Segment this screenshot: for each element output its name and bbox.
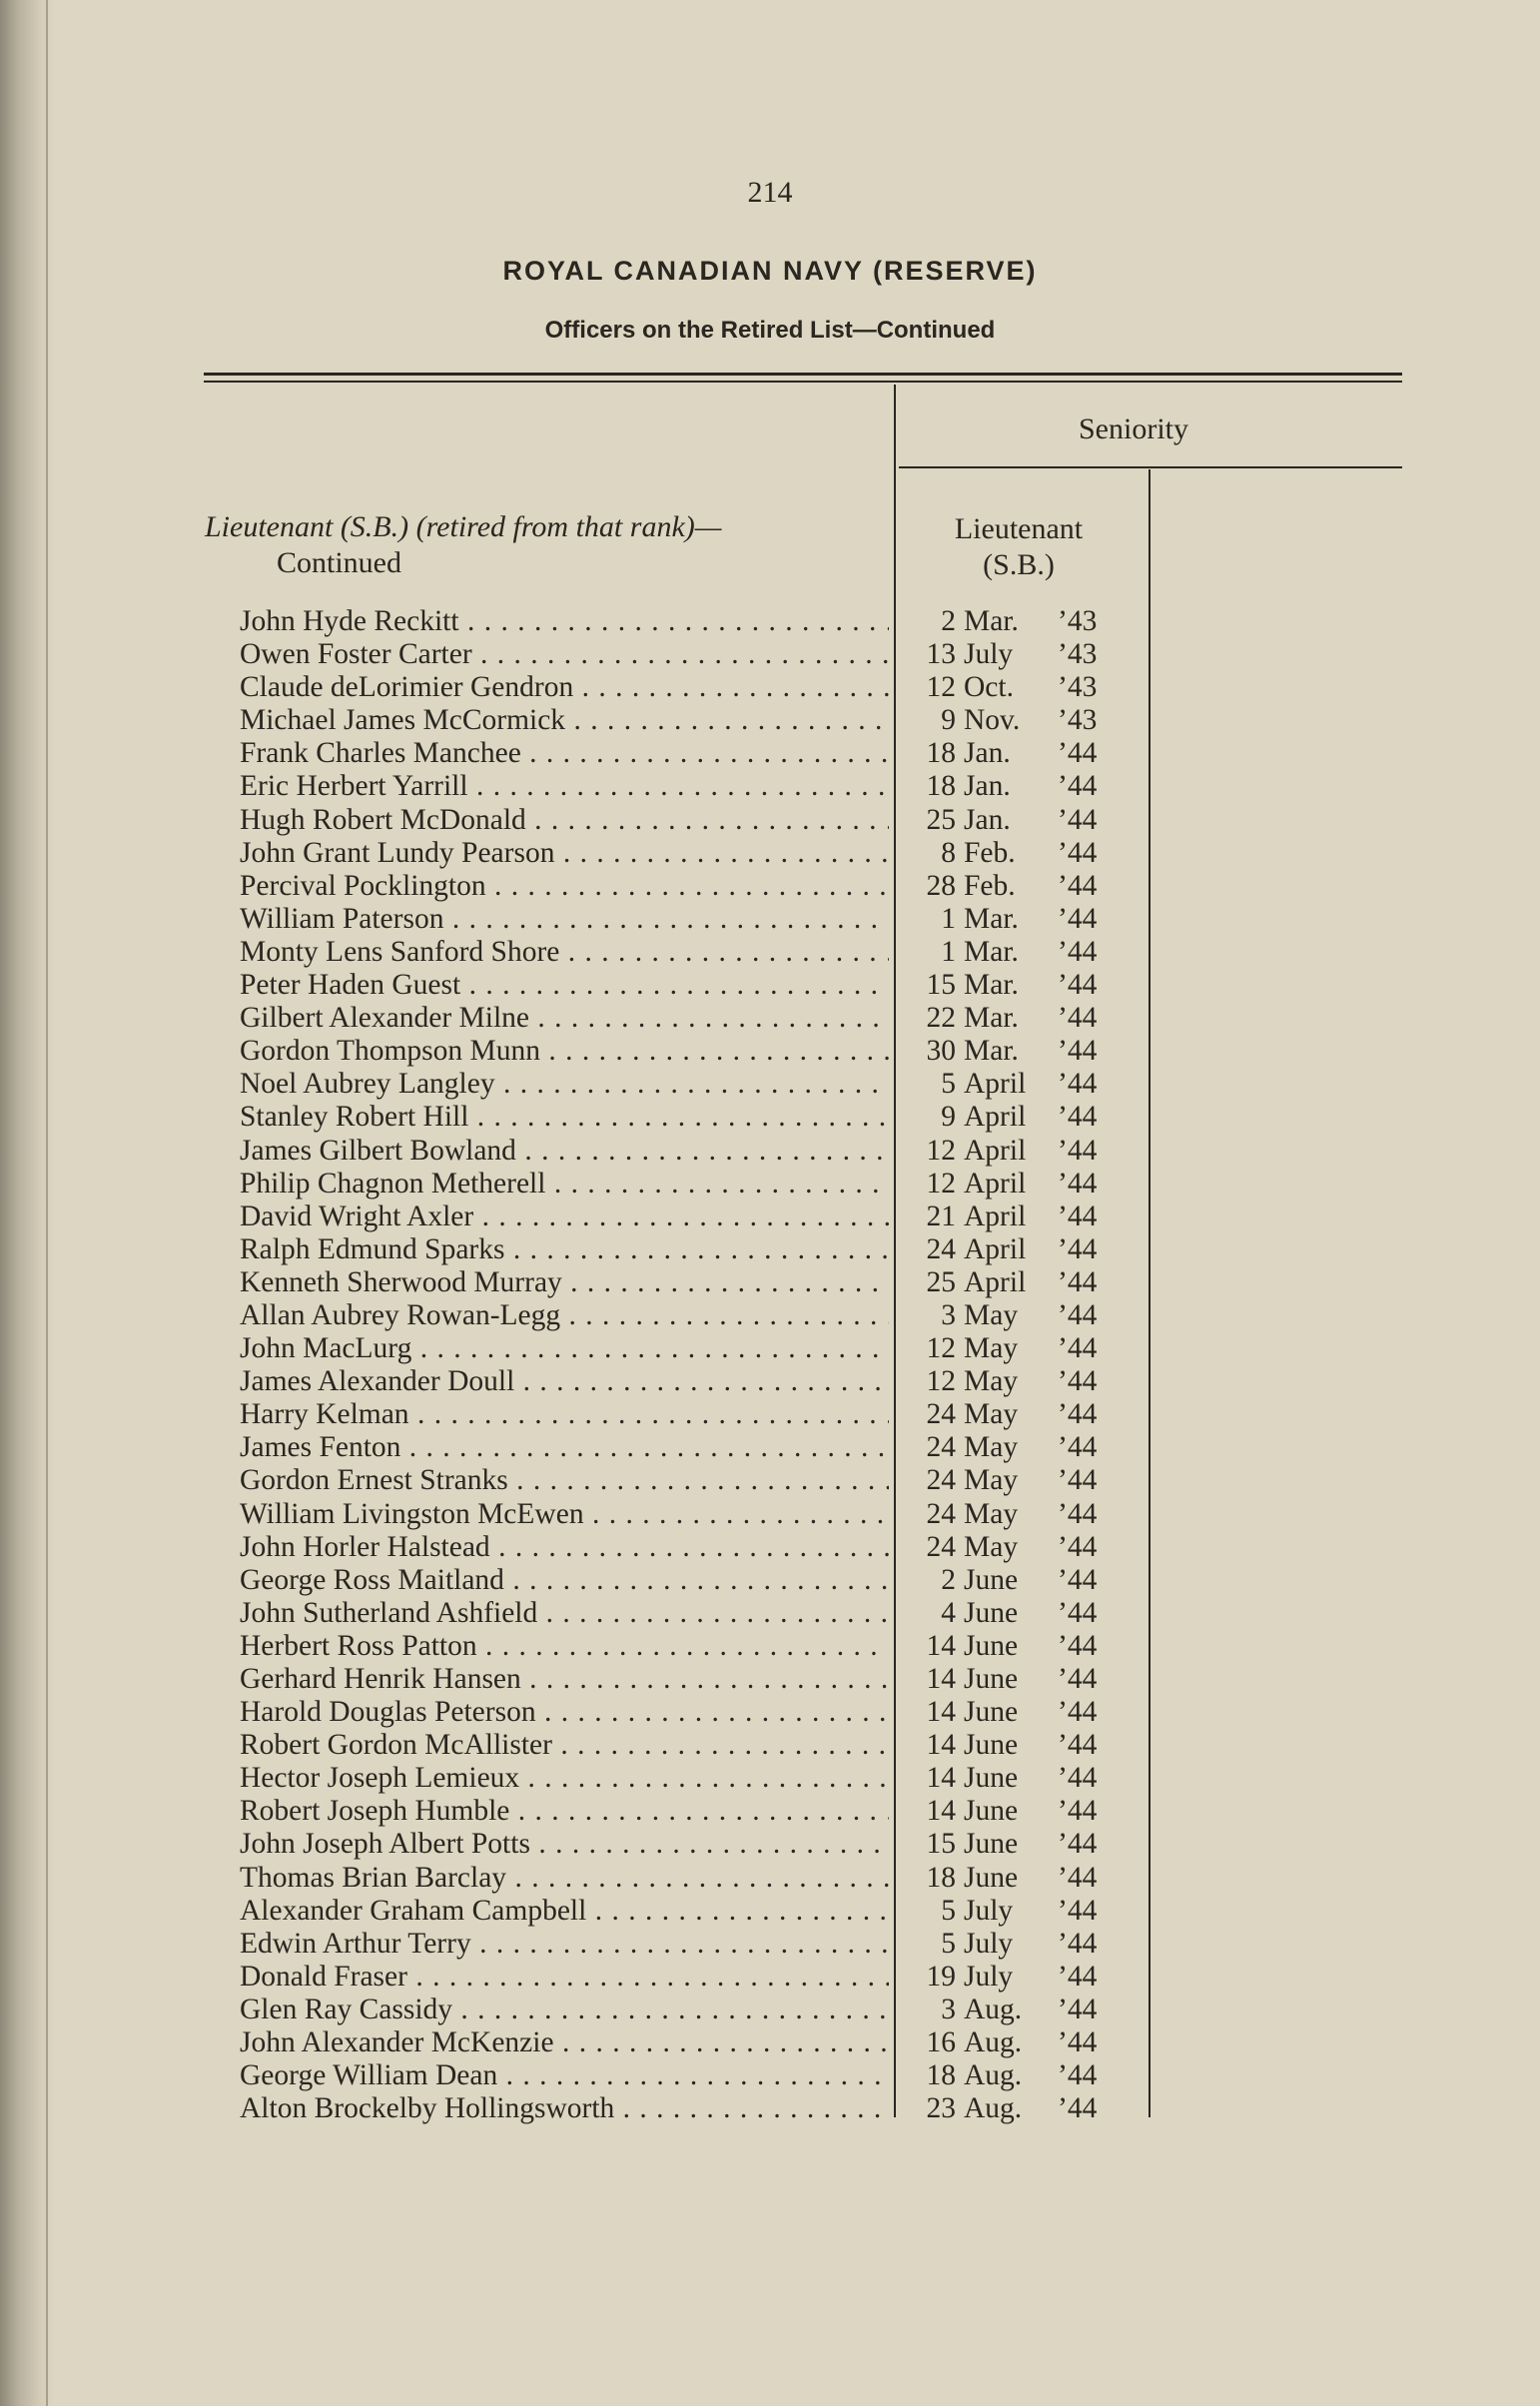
officer-row: [240, 1696, 1128, 1729]
officer-name: Percival Pocklington . . .: [240, 870, 889, 903]
officer-row: [240, 1431, 1128, 1464]
officer-row: [240, 1597, 1128, 1630]
column-heading-branch: (S.B.): [983, 548, 1055, 581]
seniority-month: April: [964, 1232, 1027, 1265]
seniority-day: 3: [941, 1298, 956, 1331]
seniority-month: Aug.: [964, 1993, 1023, 2025]
officer-name: George William Dean . . .: [240, 2059, 889, 2092]
officer-name: Philip Chagnon Metherell . . .: [240, 1168, 889, 1201]
officer-row: [240, 770, 1128, 803]
seniority-month: Mar.: [964, 969, 1019, 1002]
officer-name: Harold Douglas Peterson . . .: [240, 1696, 889, 1729]
page-title: ROYAL CANADIAN NAVY (RESERVE): [502, 256, 1038, 286]
seniority-day: 21: [926, 1200, 956, 1232]
officer-name: Frank Charles Manchee . . .: [240, 737, 889, 770]
officer-name: James Gilbert Bowland . . .: [240, 1135, 889, 1168]
officer-row: [240, 804, 1128, 837]
seniority-year: ’44: [1058, 836, 1098, 869]
column-heading: [934, 511, 1104, 583]
seniority-month: Feb.: [964, 869, 1016, 902]
seniority-year: ’44: [1058, 869, 1098, 902]
seniority-month: June: [964, 1696, 1019, 1729]
officer-name: Harry Kelman . . .: [240, 1398, 889, 1431]
seniority-month: Aug.: [964, 2026, 1023, 2059]
seniority-month: May: [964, 1398, 1019, 1431]
seniority-month: April: [964, 1101, 1027, 1134]
seniority-year: ’44: [1058, 2059, 1098, 2092]
officer-name: Owen Foster Carter . . .: [240, 638, 889, 671]
seniority-day: 15: [926, 1828, 956, 1861]
officer-name: John Joseph Albert Potts . . .: [240, 1828, 889, 1861]
seniority-day: 22: [926, 1002, 956, 1035]
seniority-year: ’44: [1058, 1563, 1098, 1596]
seniority-underline: [899, 466, 1402, 468]
officer-row: [240, 1630, 1128, 1663]
officer-name: John MacLurg . . .: [240, 1332, 889, 1365]
seniority-day: 28: [926, 869, 956, 902]
seniority-day: 12: [926, 1134, 956, 1167]
officer-name: Hector Joseph Lemieux . . .: [240, 1762, 889, 1795]
seniority-year: ’44: [1058, 1002, 1098, 1035]
seniority-year: ’44: [1058, 935, 1098, 968]
officer-row: [240, 1035, 1128, 1068]
officer-name: William Paterson . . .: [240, 903, 889, 936]
officer-row: [240, 1895, 1128, 1928]
page-number: 214: [747, 176, 793, 209]
seniority-day: 18: [926, 770, 956, 803]
seniority-day: 1: [941, 902, 956, 935]
seniority-day: 12: [926, 1332, 956, 1365]
officer-name: Alton Brockelby Hollingsworth . . .: [240, 2092, 889, 2125]
double-rule-top: [204, 373, 1402, 376]
seniority-month: July: [964, 1960, 1014, 1993]
seniority-year: ’44: [1058, 1795, 1098, 1828]
officer-name: Glen Ray Cassidy . . .: [240, 1994, 889, 2026]
officer-name: Thomas Brian Barclay . . .: [240, 1862, 889, 1895]
officer-name: Edwin Arthur Terry . . .: [240, 1928, 889, 1961]
double-rule-bottom: [204, 381, 1402, 383]
seniority-year: ’43: [1058, 638, 1098, 671]
seniority-day: 24: [926, 1398, 956, 1431]
seniority-year: ’44: [1058, 1696, 1098, 1729]
seniority-month: Mar.: [964, 1035, 1019, 1068]
officer-name: Gordon Ernest Stranks . . .: [240, 1464, 889, 1497]
seniority-month: July: [964, 1894, 1014, 1927]
seniority-day: 14: [926, 1696, 956, 1729]
officer-name: Robert Gordon McAllister . . .: [240, 1729, 889, 1762]
officer-name: Stanley Robert Hill . . .: [240, 1101, 889, 1134]
seniority-day: 24: [926, 1232, 956, 1265]
seniority-month: June: [964, 1762, 1019, 1795]
seniority-month: Feb.: [964, 836, 1016, 869]
seniority-year: ’44: [1058, 1167, 1098, 1200]
officer-name: William Livingston McEwen . . .: [240, 1498, 889, 1531]
seniority-month: June: [964, 1861, 1019, 1894]
officer-name: Robert Joseph Humble . . .: [240, 1795, 889, 1828]
seniority-day: 5: [941, 1068, 956, 1101]
seniority-day: 25: [926, 803, 956, 836]
officer-row: [240, 2092, 1128, 2125]
seniority-month: April: [964, 1068, 1027, 1101]
seniority-day: 25: [926, 1265, 956, 1298]
seniority-month: Jan.: [964, 803, 1011, 836]
seniority-month: May: [964, 1298, 1019, 1331]
seniority-day: 24: [926, 1497, 956, 1530]
rank-heading: [205, 509, 721, 581]
seniority-year: ’44: [1058, 1927, 1098, 1960]
seniority-heading: Seniority: [1079, 412, 1188, 445]
officer-name: Gordon Thompson Munn . . .: [240, 1035, 889, 1068]
officer-row: [240, 2026, 1128, 2059]
seniority-month: April: [964, 1167, 1027, 1200]
officer-row: [240, 1663, 1128, 1696]
officer-row: [240, 1762, 1128, 1795]
officer-row: [240, 1795, 1128, 1828]
seniority-month: May: [964, 1497, 1019, 1530]
officer-row: [240, 1101, 1128, 1134]
seniority-day: 14: [926, 1663, 956, 1695]
officer-row: [240, 1828, 1128, 1861]
seniority-year: ’44: [1058, 1464, 1098, 1497]
seniority-year: ’44: [1058, 1134, 1098, 1167]
seniority-day: 16: [926, 2026, 956, 2059]
officer-row: [240, 1168, 1128, 1201]
officer-row: [240, 870, 1128, 903]
seniority-day: 5: [941, 1894, 956, 1927]
seniority-year: ’43: [1058, 671, 1098, 704]
seniority-month: April: [964, 1265, 1027, 1298]
officer-name: Claude deLorimier Gendron . . .: [240, 671, 889, 704]
officer-row: [240, 1299, 1128, 1332]
seniority-day: 24: [926, 1431, 956, 1464]
seniority-month: May: [964, 1530, 1019, 1563]
officer-list: [240, 605, 1128, 2125]
seniority-year: ’44: [1058, 1828, 1098, 1861]
officer-row: [240, 1729, 1128, 1762]
seniority-month: June: [964, 1729, 1019, 1762]
officer-name: Gerhard Henrik Hansen . . .: [240, 1663, 889, 1696]
seniority-month: June: [964, 1663, 1019, 1695]
seniority-year: ’44: [1058, 803, 1098, 836]
seniority-day: 14: [926, 1629, 956, 1662]
seniority-day: 19: [926, 1960, 956, 1993]
officer-name: Gilbert Alexander Milne . . .: [240, 1002, 889, 1035]
officer-row: [240, 1201, 1128, 1233]
officer-row: [240, 605, 1128, 638]
officer-row: [240, 1068, 1128, 1101]
officer-name: Noel Aubrey Langley . . .: [240, 1068, 889, 1101]
officer-name: Allan Aubrey Rowan-Legg . . .: [240, 1299, 889, 1332]
seniority-month: July: [964, 1927, 1014, 1960]
officer-row: [240, 837, 1128, 870]
seniority-year: ’44: [1058, 1265, 1098, 1298]
seniority-day: 2: [941, 1563, 956, 1596]
seniority-year: ’44: [1058, 1497, 1098, 1530]
officer-row: [240, 1564, 1128, 1597]
seniority-year: ’44: [1058, 902, 1098, 935]
officer-name: Eric Herbert Yarrill . . .: [240, 770, 889, 803]
officer-row: [240, 1531, 1128, 1564]
seniority-month: Jan.: [964, 770, 1011, 803]
seniority-year: ’43: [1058, 605, 1098, 637]
seniority-year: ’44: [1058, 737, 1098, 770]
seniority-day: 15: [926, 969, 956, 1002]
seniority-day: 30: [926, 1035, 956, 1068]
seniority-month: April: [964, 1200, 1027, 1232]
officer-row: [240, 1398, 1128, 1431]
seniority-day: 13: [926, 638, 956, 671]
seniority-day: 24: [926, 1464, 956, 1497]
seniority-day: 3: [941, 1993, 956, 2025]
seniority-day: 14: [926, 1762, 956, 1795]
page-subtitle: Officers on the Retired List—Continued: [544, 317, 996, 344]
officer-row: [240, 2059, 1128, 2092]
seniority-month: May: [964, 1332, 1019, 1365]
seniority-year: ’44: [1058, 1762, 1098, 1795]
seniority-month: July: [964, 638, 1014, 671]
seniority-year: ’44: [1058, 1729, 1098, 1762]
seniority-year: ’44: [1058, 969, 1098, 1002]
officer-row: [240, 1498, 1128, 1531]
seniority-year: ’44: [1058, 1530, 1098, 1563]
seniority-month: Nov.: [964, 704, 1021, 737]
seniority-month: May: [964, 1464, 1019, 1497]
seniority-day: 4: [941, 1596, 956, 1629]
officer-row: [240, 1464, 1128, 1497]
seniority-year: ’44: [1058, 770, 1098, 803]
seniority-right-divider: [1149, 469, 1151, 2117]
seniority-day: 18: [926, 737, 956, 770]
officer-row: [240, 1365, 1128, 1398]
seniority-month: Mar.: [964, 605, 1019, 637]
seniority-month: June: [964, 1629, 1019, 1662]
officer-row: [240, 638, 1128, 671]
officer-name: Kenneth Sherwood Murray . . .: [240, 1266, 889, 1299]
seniority-day: 8: [941, 836, 956, 869]
seniority-day: 14: [926, 1729, 956, 1762]
seniority-month: Jan.: [964, 737, 1011, 770]
seniority-year: ’44: [1058, 1629, 1098, 1662]
officer-name: Donald Fraser . . .: [240, 1961, 889, 1994]
seniority-year: ’44: [1058, 1200, 1098, 1232]
seniority-month: Mar.: [964, 902, 1019, 935]
seniority-day: 18: [926, 1861, 956, 1894]
officer-name: John Alexander McKenzie . . .: [240, 2026, 889, 2059]
seniority-day: 12: [926, 671, 956, 704]
officer-row: [240, 1135, 1128, 1168]
seniority-day: 9: [941, 704, 956, 737]
seniority-month: June: [964, 1596, 1019, 1629]
seniority-year: ’44: [1058, 1332, 1098, 1365]
seniority-month: April: [964, 1134, 1027, 1167]
seniority-year: ’44: [1058, 1431, 1098, 1464]
officer-row: [240, 1961, 1128, 1994]
seniority-year: ’44: [1058, 1398, 1098, 1431]
seniority-month: Aug.: [964, 2092, 1023, 2125]
seniority-day: 1: [941, 935, 956, 968]
seniority-year: ’44: [1058, 2092, 1098, 2125]
rank-heading-italic: Lieutenant (S.B.) (retired from that rank)—: [205, 510, 722, 543]
officer-row: [240, 936, 1128, 969]
seniority-day: 23: [926, 2092, 956, 2125]
officer-name: Peter Haden Guest . . .: [240, 969, 889, 1002]
rank-heading-continued: Continued: [277, 546, 401, 579]
seniority-month: Mar.: [964, 935, 1019, 968]
officer-row: [240, 969, 1128, 1002]
officer-row: [240, 903, 1128, 936]
seniority-year: ’44: [1058, 2026, 1098, 2059]
officer-row: [240, 1332, 1128, 1365]
seniority-month: Aug.: [964, 2059, 1023, 2092]
officer-name: James Alexander Doull . . .: [240, 1365, 889, 1398]
officer-name: John Horler Halstead . . .: [240, 1531, 889, 1564]
officer-name: Herbert Ross Patton . . .: [240, 1630, 889, 1663]
officer-row: [240, 1266, 1128, 1299]
seniority-month: June: [964, 1828, 1019, 1861]
seniority-day: 2: [941, 605, 956, 637]
seniority-day: 24: [926, 1530, 956, 1563]
officer-name: John Hyde Reckitt . . .: [240, 605, 889, 638]
seniority-year: ’44: [1058, 1298, 1098, 1331]
seniority-year: ’44: [1058, 1861, 1098, 1894]
officer-row: [240, 671, 1128, 704]
seniority-year: ’44: [1058, 1068, 1098, 1101]
officer-name: John Sutherland Ashfield . . .: [240, 1597, 889, 1630]
officer-name: Michael James McCormick . . .: [240, 704, 889, 737]
officer-row: [240, 704, 1128, 737]
seniority-month: June: [964, 1563, 1019, 1596]
seniority-year: ’44: [1058, 1035, 1098, 1068]
seniority-year: ’44: [1058, 1993, 1098, 2025]
gutter-line: [46, 0, 48, 2406]
officer-row: [240, 1994, 1128, 2026]
seniority-year: ’44: [1058, 1101, 1098, 1134]
officer-row: [240, 1233, 1128, 1266]
officer-name: Ralph Edmund Sparks . . .: [240, 1233, 889, 1266]
seniority-year: ’43: [1058, 704, 1098, 737]
seniority-year: ’44: [1058, 1894, 1098, 1927]
seniority-year: ’44: [1058, 1365, 1098, 1398]
seniority-day: 5: [941, 1927, 956, 1960]
seniority-day: 12: [926, 1365, 956, 1398]
officer-row: [240, 1002, 1128, 1035]
seniority-day: 14: [926, 1795, 956, 1828]
seniority-month: Oct.: [964, 671, 1014, 704]
seniority-day: 18: [926, 2059, 956, 2092]
seniority-day: 9: [941, 1101, 956, 1134]
seniority-month: Mar.: [964, 1002, 1019, 1035]
column-heading-rank: Lieutenant: [954, 512, 1084, 545]
seniority-year: ’44: [1058, 1232, 1098, 1265]
seniority-year: ’44: [1058, 1960, 1098, 1993]
seniority-year: ’44: [1058, 1596, 1098, 1629]
seniority-day: 12: [926, 1167, 956, 1200]
officer-name: John Grant Lundy Pearson . . .: [240, 837, 889, 870]
officer-name: Alexander Graham Campbell . . .: [240, 1895, 889, 1928]
seniority-year: ’44: [1058, 1663, 1098, 1695]
seniority-month: May: [964, 1365, 1019, 1398]
officer-row: [240, 1928, 1128, 1961]
officer-row: [240, 737, 1128, 770]
officer-name: Hugh Robert McDonald . . .: [240, 804, 889, 837]
officer-name: David Wright Axler . . .: [240, 1201, 889, 1233]
seniority-month: June: [964, 1795, 1019, 1828]
officer-name: George Ross Maitland . . .: [240, 1564, 889, 1597]
officer-name: James Fenton . . .: [240, 1431, 889, 1464]
seniority-month: May: [964, 1431, 1019, 1464]
officer-row: [240, 1862, 1128, 1895]
officer-name: Monty Lens Sanford Shore . . .: [240, 936, 889, 969]
